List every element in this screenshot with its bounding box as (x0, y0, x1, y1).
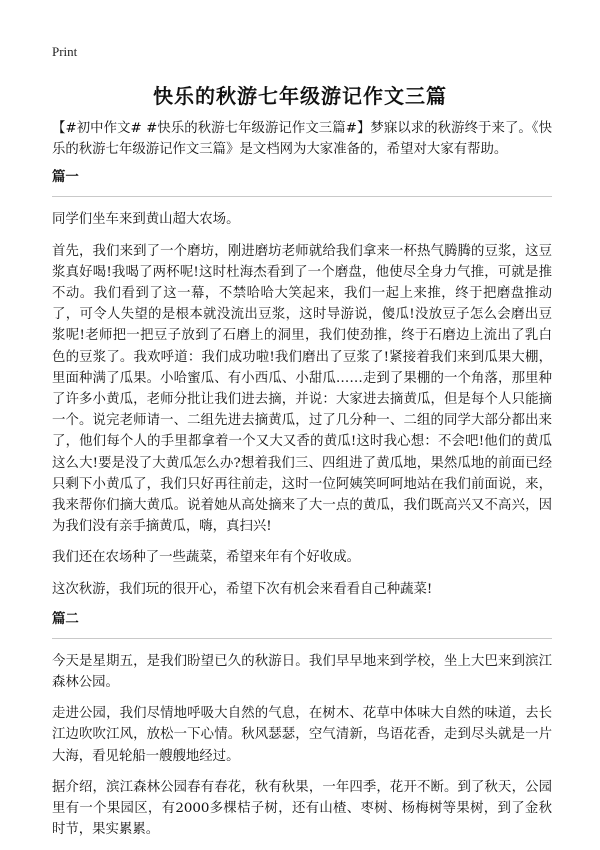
paragraph: 据介绍，滨江森林公园春有春花，秋有秋果，一年四季，花开不断。到了秋天，公园里有一个果园区，有2000多棵桔子树，还有山楂、枣树、杨梅树等果树，到了金秋时节，果实累累。 (52, 779, 552, 838)
paragraph: 走进公园，我们尽情地呼吸大自然的气息，在树木、花草中体味大自然的味道，去长江边吹吹江风，放松一下心情。秋风瑟瑟，空气清新，鸟语花香，走到尽头就是一片大海，看见轮船一艘艘地经过。 (52, 706, 552, 764)
paragraph: 首先，我们来到了一个磨坊，刚进磨坊老师就给我们拿来一杯热气腾腾的豆浆，这豆浆真好喝!我喝了两杯呢!这时杜海杰看到了一个磨盘，他使尽全身力气推，可就是推不动。我们看到了这一幕，不禁哈哈大笑起来，我们一起上来推，终于把磨盘推动了，可令人失望的是根本就没流出豆浆，这时导游说，傻瓜!没放豆子怎么会磨出豆浆呢!老师把一把豆子放到了石磨上的洞里，我们使劲推，终于石磨边上流出了乳白色的豆浆了。我欢呼道：我们成功啦!我们磨出了豆浆了!紧接着我们来到瓜果大棚，里面种满了瓜果。小哈蜜瓜、有小西瓜、小甜瓜……走到了果棚的一个角落，那里种了许多小黄瓜，老师分批让我们进去摘，并说：大家进去摘黄瓜，但是每个人只能摘一个。说完老师请一、二组先进去摘黄瓜，过了几分种一、二组的同学大部分都出来了，他们每个人的手里都拿着一个又大又香的黄瓜!这时我心想：不会吧!他们的黄瓜这么大!要是没了大黄瓜怎么办?想着我们三、四组进了黄瓜地，果然瓜地的前面已经只剩下小黄瓜了，我们只好再往前走，这时一位阿姨笑呵呵地站在我们前面说，来，我来帮你们摘大黄瓜。说着她从高处摘来了大一点的黄瓜，我们既高兴又不高兴，因为我们没有亲手摘黄瓜，嗨，真扫兴! (52, 243, 552, 535)
section-divider (52, 196, 552, 197)
section-heading-2: 篇二 (52, 611, 79, 627)
intro-paragraph: 【#初中作文# #快乐的秋游七年级游记作文三篇#】梦寐以求的秋游终于来了。《快乐的秋游七年级游记作文三篇》是文档网为大家准备的，希望对大家有帮助。 (52, 121, 552, 158)
paragraph: 今天是星期五，是我们盼望已久的秋游日。我们早早地来到学校，坐上大巴来到滨江森林公园。 (52, 653, 552, 691)
article-body (52, 118, 552, 850)
page-title: 快乐的秋游七年级游记作文三篇 (153, 84, 447, 108)
paragraph: 我们还在农场种了一些蔬菜，希望来年有个好收成。 (52, 550, 360, 566)
paragraph: 同学们坐车来到黄山超大农场。 (52, 212, 240, 228)
paragraph: 这次秋游，我们玩的很开心，希望下次有机会来看看自己种蔬菜! (52, 581, 433, 597)
print-link[interactable]: Print (52, 44, 78, 59)
section-divider (52, 638, 552, 639)
section-heading-1: 篇一 (52, 170, 79, 186)
